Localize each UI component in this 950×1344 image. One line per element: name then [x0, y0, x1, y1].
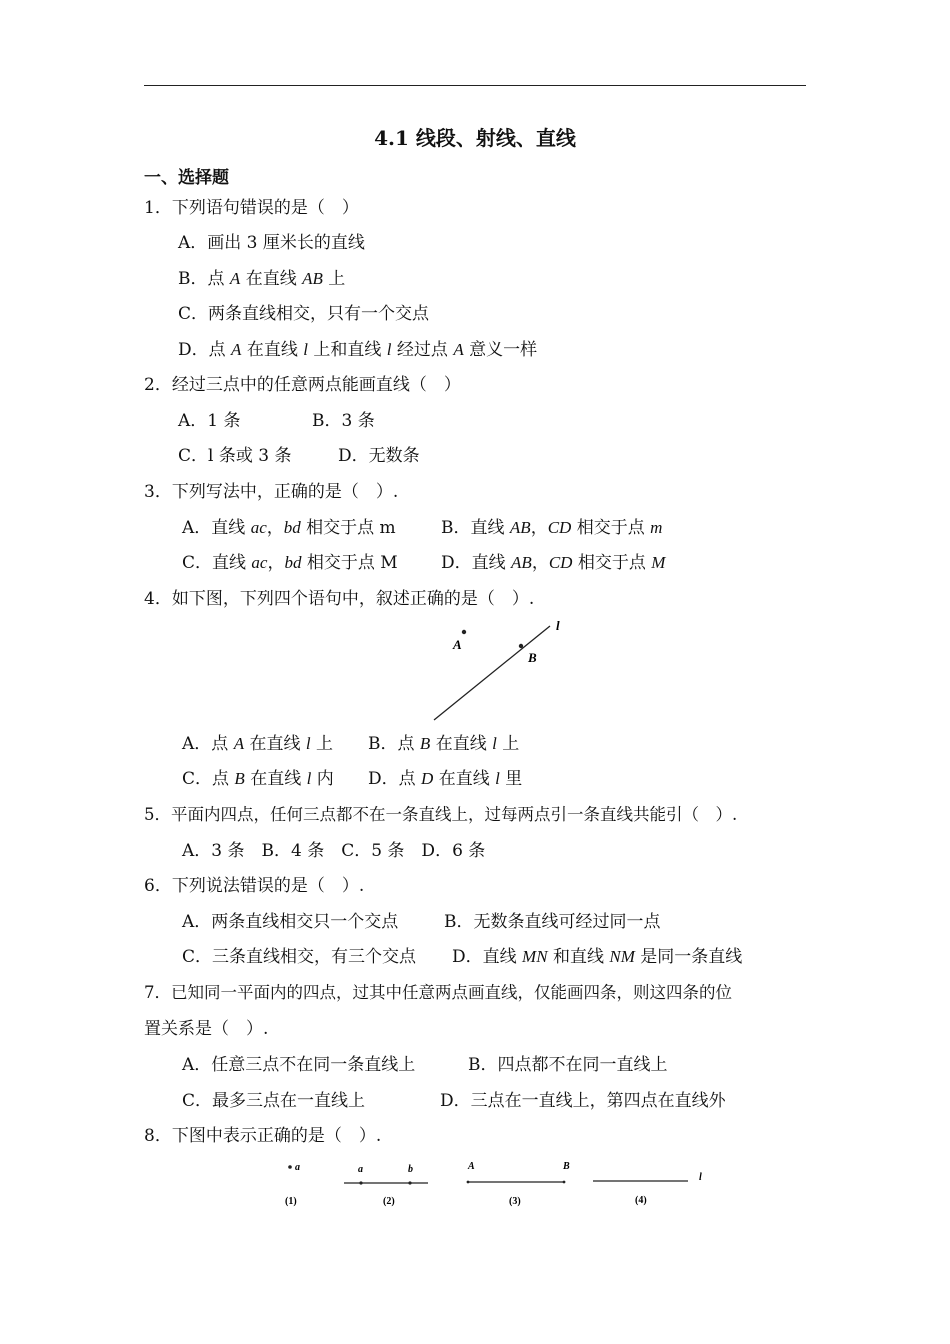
q1-option-b: B．点 A 在直线 AB 上: [178, 269, 346, 289]
q6-option-c: C．三条直线相交，有三个交点: [182, 947, 417, 967]
fig3-label-b: B: [563, 1161, 570, 1172]
fig4-label-l: l: [699, 1172, 702, 1183]
fig1-label: a: [295, 1162, 300, 1173]
fig2-point-a: [359, 1181, 362, 1184]
point-b: [519, 644, 523, 648]
q1-option-d: D．点 A 在直线 l 上和直线 l 经过点 A 意义一样: [178, 340, 538, 360]
q4-stem: 4．如下图，下列四个语句中，叙述正确的是（ ）.: [144, 589, 535, 609]
q2-option-a: A．1 条: [178, 411, 241, 431]
label-b: B: [528, 650, 537, 665]
q4-option-b: B．点 B 在直线 l 上: [368, 734, 520, 754]
q7-option-c: C．最多三点在一直线上: [182, 1091, 366, 1111]
q5-options: A．3 条 B．4 条 C．5 条 D．6 条: [182, 841, 486, 861]
header-rule: [144, 85, 806, 86]
fig2-label-b: b: [408, 1164, 413, 1175]
q3-option-c: C．直线 ac，bd 相交于点 M: [182, 553, 398, 573]
q3-option-b: B．直线 AB，CD 相交于点 m: [441, 518, 663, 538]
q3-option-a: A．直线 ac，bd 相交于点 m: [182, 518, 396, 538]
fig4-caption: (4): [635, 1195, 647, 1206]
fig2-point-b: [408, 1181, 411, 1184]
q7-option-b: B．四点都不在同一直线上: [468, 1055, 668, 1075]
q8-figure: [280, 1155, 710, 1211]
fig3-point-a: [467, 1181, 470, 1184]
label-l: l: [556, 618, 560, 633]
line-l: [434, 626, 550, 720]
q3-option-d: D．直线 AB，CD 相交于点 M: [441, 553, 666, 573]
q3-stem: 3．下列写法中，正确的是（ ）.: [144, 482, 399, 502]
q1-option-c: C．两条直线相交，只有一个交点: [178, 304, 430, 324]
q2-option-c: C．l 条或 3 条: [178, 446, 292, 466]
q5-stem: 5．平面内四点，任何三点都不在一条直线上，过每两点引一条直线共能引（ ）.: [144, 805, 738, 824]
fig1-caption: (1): [285, 1196, 297, 1207]
q8-stem: 8．下图中表示正确的是（ ）.: [144, 1126, 382, 1146]
point-a: [462, 630, 466, 634]
q4-figure: [420, 616, 580, 724]
section-heading: 一、选择题: [144, 168, 229, 188]
q6-option-a: A．两条直线相交只一个交点: [182, 912, 399, 932]
fig2-caption: (2): [383, 1196, 395, 1207]
fig2-label-a: a: [358, 1164, 363, 1175]
q2-option-d: D．无数条: [338, 446, 420, 466]
q4-option-c: C．点 B 在直线 l 内: [182, 769, 334, 789]
q6-option-b: B．无数条直线可经过同一点: [444, 912, 661, 932]
q7-stem-line1: 7．已知同一平面内的四点，过其中任意两点画直线，仅能画四条，则这四条的位: [144, 983, 732, 1002]
fig3-point-b: [563, 1181, 566, 1184]
q7-option-d: D．三点在一直线上，第四点在直线外: [440, 1091, 726, 1111]
q6-stem: 6．下列说法错误的是（ ）.: [144, 876, 365, 896]
fig3-caption: (3): [509, 1196, 521, 1207]
q1-option-a: A．画出 3 厘米长的直线: [178, 233, 365, 253]
q2-stem: 2．经过三点中的任意两点能画直线（ ）: [144, 375, 461, 395]
q6-option-d: D．直线 MN 和直线 NM 是同一条直线: [452, 947, 743, 967]
q1-stem: 1．下列语句错误的是（ ）: [144, 198, 359, 218]
q7-stem-line2: 置关系是（ ）.: [144, 1019, 269, 1039]
q7-option-a: A．任意三点不在同一条直线上: [182, 1055, 416, 1075]
q4-option-d: D．点 D 在直线 l 里: [368, 769, 523, 789]
fig3-label-a: A: [468, 1161, 475, 1172]
q4-option-a: A．点 A 在直线 l 上: [182, 734, 334, 754]
q2-option-b: B．3 条: [312, 411, 375, 431]
label-a: A: [453, 637, 462, 652]
fig1-point: [288, 1165, 292, 1169]
page-title: 4.1 线段、射线、直线: [374, 126, 576, 150]
